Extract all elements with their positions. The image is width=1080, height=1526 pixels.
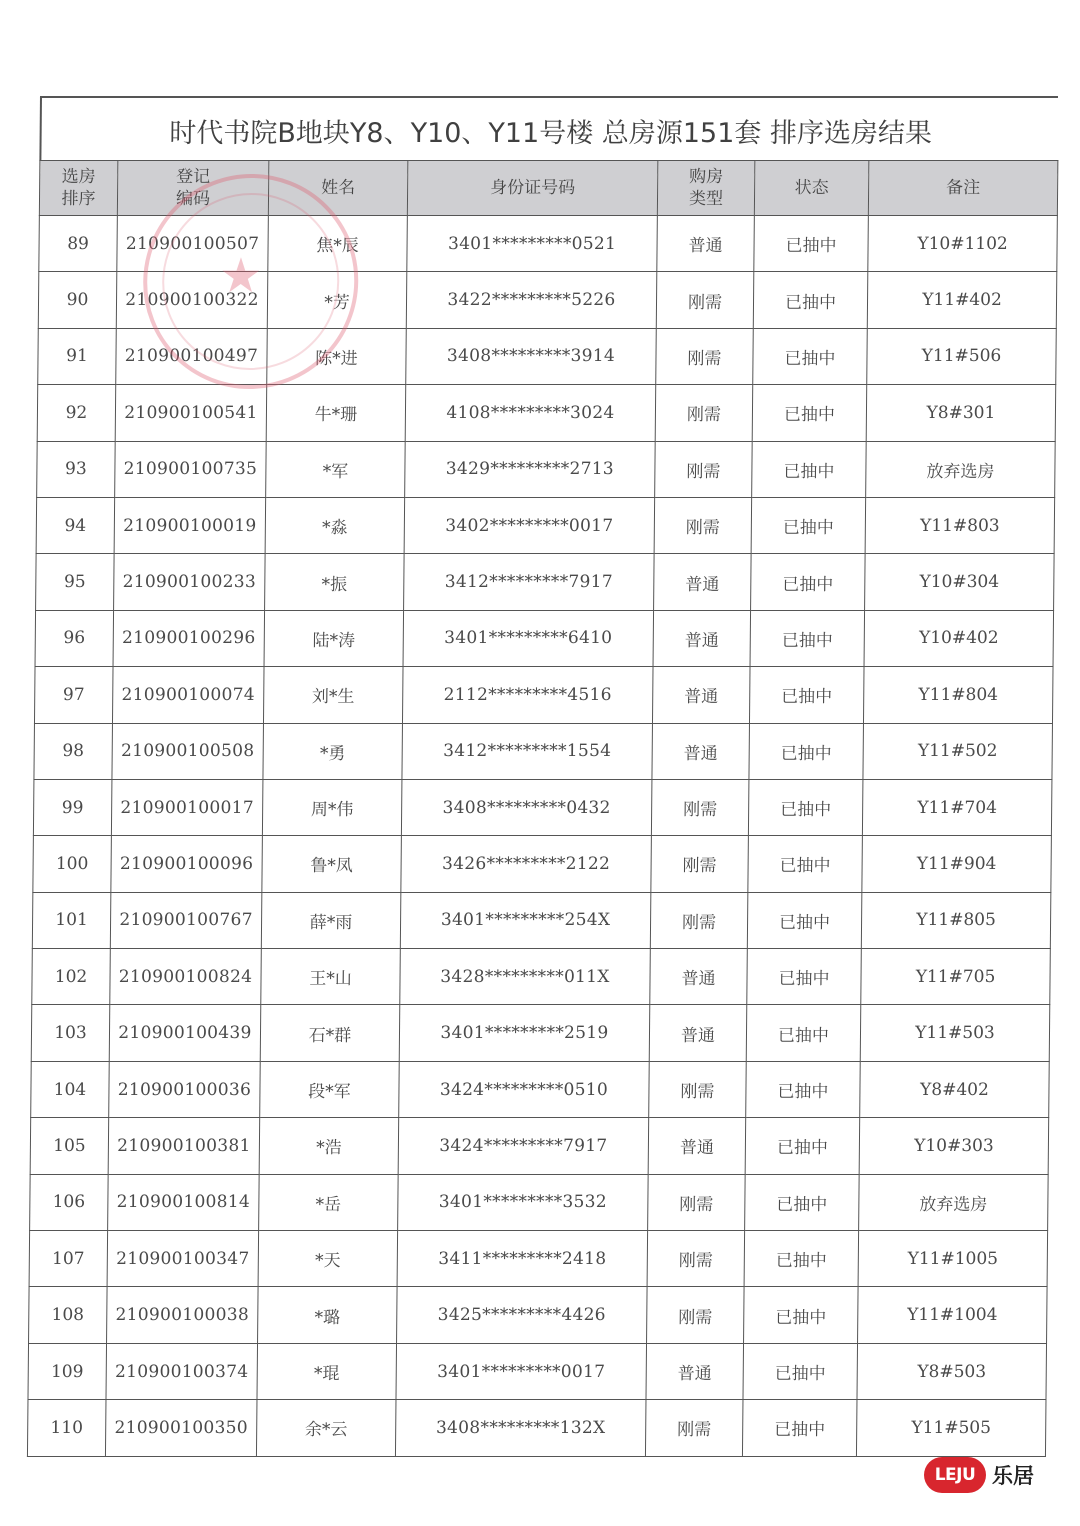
purchase-type-cell: 普通: [657, 216, 755, 272]
name-cell: 刘*生: [263, 667, 403, 723]
note-cell: Y8#402: [860, 1061, 1050, 1117]
reg-code-cell: 210900100019: [114, 497, 266, 553]
reg-code-cell: 210900100233: [114, 554, 266, 610]
rank-cell: 90: [38, 272, 117, 328]
status-cell: 已抽中: [746, 1005, 861, 1061]
note-cell: Y11#402: [867, 272, 1057, 328]
table-row: [39, 216, 1058, 272]
note-cell: Y11#505: [856, 1400, 1046, 1456]
purchase-type-cell: 刚需: [649, 1061, 747, 1117]
id-number-cell: 3408*********0432: [401, 779, 652, 835]
purchase-type-cell: 普通: [652, 667, 750, 723]
table-row: [32, 949, 1051, 1005]
reg-code-cell: 210900100322: [116, 272, 268, 328]
rank-cell: 100: [33, 836, 112, 892]
reg-code-cell: 210900100508: [112, 723, 264, 779]
table-row: [34, 667, 1053, 723]
rank-cell: 91: [38, 328, 117, 384]
purchase-type-cell: 刚需: [651, 836, 749, 892]
purchase-type-cell: 刚需: [655, 441, 753, 497]
id-number-cell: 3401*********2519: [399, 1005, 650, 1061]
table-row: [30, 1118, 1049, 1174]
id-number-cell: 3408*********132X: [395, 1400, 646, 1456]
header-purchase-type: 购房 类型: [657, 161, 755, 216]
table-row: [32, 892, 1051, 948]
name-cell: 石*群: [260, 1005, 400, 1061]
table-row: [36, 554, 1055, 610]
reg-code-cell: 210900100497: [116, 328, 268, 384]
rank-cell: 109: [28, 1343, 107, 1399]
note-cell: Y11#805: [861, 892, 1051, 948]
status-cell: 已抽中: [753, 272, 868, 328]
table-row: [35, 610, 1054, 666]
name-cell: 王*山: [261, 949, 401, 1005]
name-cell: *琨: [257, 1343, 397, 1399]
name-cell: 陈*进: [267, 328, 407, 384]
purchase-type-cell: 刚需: [645, 1400, 743, 1456]
name-cell: 焦*辰: [268, 216, 408, 272]
rank-cell: 92: [37, 385, 116, 441]
note-cell: Y11#1004: [858, 1287, 1048, 1343]
id-number-cell: 3426*********2122: [401, 836, 652, 892]
rank-cell: 96: [35, 610, 114, 666]
reg-code-cell: 210900100439: [109, 1005, 261, 1061]
id-number-cell: 3424*********0510: [399, 1061, 650, 1117]
id-number-cell: 3401*********6410: [403, 610, 654, 666]
header-status: 状态: [754, 161, 869, 216]
leju-logo: [924, 1457, 1042, 1497]
id-number-cell: 3408*********3914: [406, 328, 657, 384]
rank-cell: 99: [33, 779, 112, 835]
table-row: [31, 1061, 1050, 1117]
name-cell: 鲁*凤: [262, 836, 402, 892]
status-cell: 已抽中: [751, 554, 866, 610]
reg-code-cell: 210900100296: [113, 610, 265, 666]
reg-code-cell: 210900100814: [108, 1174, 260, 1230]
reg-code-cell: 210900100541: [115, 385, 267, 441]
note-cell: Y10#304: [865, 554, 1055, 610]
name-cell: 陆*涛: [264, 610, 404, 666]
table-row: [30, 1174, 1049, 1230]
name-cell: 周*伟: [262, 779, 402, 835]
status-cell: 已抽中: [753, 328, 868, 384]
note-cell: Y11#705: [861, 949, 1051, 1005]
reg-code-cell: 210900100735: [115, 441, 267, 497]
table-row: [28, 1343, 1047, 1399]
rank-cell: 98: [34, 723, 113, 779]
note-cell: Y11#803: [865, 497, 1055, 553]
rank-cell: 110: [27, 1400, 106, 1456]
purchase-type-cell: 普通: [653, 610, 751, 666]
header-name: 姓名: [268, 161, 408, 216]
purchase-type-cell: 普通: [654, 554, 752, 610]
note-cell: Y11#904: [862, 836, 1052, 892]
rank-cell: 103: [31, 1005, 110, 1061]
id-number-cell: 3429*********2713: [405, 441, 656, 497]
note-cell: Y8#503: [857, 1343, 1047, 1399]
status-cell: 已抽中: [746, 1061, 861, 1117]
name-cell: *芳: [267, 272, 407, 328]
name-cell: *勇: [263, 723, 403, 779]
table-row: [37, 441, 1056, 497]
status-cell: 已抽中: [745, 1174, 860, 1230]
table-row: [34, 723, 1053, 779]
name-cell: *浩: [259, 1118, 399, 1174]
table-row: [27, 1400, 1046, 1456]
leju-logo-text: 乐居: [992, 1464, 1034, 1488]
header-note: 备注: [868, 161, 1058, 216]
page-title: 时代书院B地块Y8、Y10、Y11号楼 总房源151套 排序选房结果: [169, 118, 933, 149]
table-row: [31, 1005, 1050, 1061]
status-cell: 已抽中: [748, 779, 863, 835]
table-row: [38, 328, 1057, 384]
table-row: [38, 272, 1057, 328]
status-cell: 已抽中: [752, 385, 867, 441]
reg-code-cell: 210900100350: [105, 1400, 257, 1456]
reg-code-cell: 210900100347: [107, 1231, 259, 1287]
purchase-type-cell: 刚需: [648, 1174, 746, 1230]
id-number-cell: 3401*********0521: [407, 216, 658, 272]
name-cell: *军: [266, 441, 406, 497]
rank-cell: 105: [30, 1118, 109, 1174]
reg-code-cell: 210900100507: [117, 216, 269, 272]
name-cell: 薛*雨: [261, 892, 401, 948]
reg-code-cell: 210900100074: [112, 667, 264, 723]
name-cell: *振: [265, 554, 405, 610]
purchase-type-cell: 刚需: [655, 385, 753, 441]
name-cell: *岳: [259, 1174, 399, 1230]
name-cell: 段*军: [260, 1061, 400, 1117]
purchase-type-cell: 普通: [652, 723, 750, 779]
status-cell: 已抽中: [750, 610, 865, 666]
header-rank: 选房 排序: [39, 161, 118, 216]
reg-code-cell: 210900100767: [110, 892, 262, 948]
id-number-cell: 3411*********2418: [397, 1231, 648, 1287]
reg-code-cell: 210900100038: [107, 1287, 259, 1343]
note-cell: Y11#503: [860, 1005, 1050, 1061]
rank-cell: 95: [36, 554, 115, 610]
status-cell: 已抽中: [748, 836, 863, 892]
note-cell: Y8#301: [866, 385, 1056, 441]
table-row: [29, 1231, 1048, 1287]
rank-cell: 94: [36, 497, 115, 553]
id-number-cell: 3402*********0017: [404, 497, 655, 553]
purchase-type-cell: 刚需: [647, 1287, 745, 1343]
status-cell: 已抽中: [744, 1231, 859, 1287]
purchase-type-cell: 刚需: [647, 1231, 745, 1287]
table-body: [27, 216, 1057, 1457]
rank-cell: 93: [37, 441, 116, 497]
note-cell: Y11#704: [862, 779, 1052, 835]
reg-code-cell: 210900100381: [108, 1118, 260, 1174]
purchase-type-cell: 刚需: [650, 892, 748, 948]
id-number-cell: 3401*********0017: [396, 1343, 647, 1399]
id-number-cell: 3401*********3532: [398, 1174, 649, 1230]
header-reg-code: 登记 编码: [117, 161, 269, 216]
name-cell: 牛*珊: [266, 385, 406, 441]
note-cell: Y10#1102: [868, 216, 1058, 272]
id-number-cell: 3428*********011X: [400, 949, 651, 1005]
reg-code-cell: 210900100824: [110, 949, 262, 1005]
name-cell: *天: [258, 1231, 398, 1287]
purchase-type-cell: 刚需: [651, 779, 749, 835]
purchase-type-cell: 普通: [649, 1005, 747, 1061]
result-sheet: [27, 96, 1058, 1441]
note-cell: 放弃选房: [866, 441, 1056, 497]
id-number-cell: 2112*********4516: [402, 667, 653, 723]
status-cell: 已抽中: [743, 1343, 858, 1399]
purchase-type-cell: 普通: [646, 1343, 744, 1399]
id-number-cell: 3401*********254X: [400, 892, 651, 948]
header-id-number: 身份证号码: [407, 161, 658, 216]
status-cell: 已抽中: [749, 667, 864, 723]
purchase-type-cell: 刚需: [656, 328, 754, 384]
status-cell: 已抽中: [752, 441, 867, 497]
status-cell: 已抽中: [749, 723, 864, 779]
reg-code-cell: 210900100096: [111, 836, 263, 892]
purchase-type-cell: 普通: [648, 1118, 746, 1174]
leju-logo-mark: LEJU: [924, 1457, 986, 1493]
status-cell: 已抽中: [747, 892, 862, 948]
status-cell: 已抽中: [751, 497, 866, 553]
id-number-cell: 3424*********7917: [398, 1118, 649, 1174]
reg-code-cell: 210900100036: [109, 1061, 261, 1117]
results-table: [27, 160, 1058, 1457]
status-cell: 已抽中: [754, 216, 869, 272]
name-cell: *淼: [265, 497, 405, 553]
note-cell: Y11#506: [867, 328, 1057, 384]
status-cell: 已抽中: [747, 949, 862, 1005]
rank-cell: 89: [39, 216, 118, 272]
rank-cell: 97: [34, 667, 113, 723]
rank-cell: 102: [32, 949, 111, 1005]
status-cell: 已抽中: [745, 1118, 860, 1174]
id-number-cell: 3425*********4426: [397, 1287, 648, 1343]
purchase-type-cell: 普通: [650, 949, 748, 1005]
note-cell: Y10#303: [859, 1118, 1049, 1174]
name-cell: 余*云: [256, 1400, 396, 1456]
status-cell: 已抽中: [742, 1400, 857, 1456]
purchase-type-cell: 刚需: [656, 272, 754, 328]
id-number-cell: 3412*********7917: [404, 554, 655, 610]
title-box: [39, 96, 1058, 160]
note-cell: Y11#804: [863, 667, 1053, 723]
rank-cell: 104: [31, 1061, 110, 1117]
id-number-cell: 3412*********1554: [402, 723, 653, 779]
id-number-cell: 3422*********5226: [406, 272, 657, 328]
id-number-cell: 4108*********3024: [405, 385, 656, 441]
purchase-type-cell: 刚需: [654, 497, 752, 553]
table-row: [29, 1287, 1048, 1343]
rank-cell: 107: [29, 1231, 108, 1287]
table-row: [33, 779, 1052, 835]
table-row: [37, 385, 1056, 441]
note-cell: Y11#1005: [858, 1231, 1048, 1287]
table-header-row: [39, 161, 1058, 216]
rank-cell: 106: [30, 1174, 109, 1230]
name-cell: *璐: [258, 1287, 398, 1343]
reg-code-cell: 210900100017: [111, 779, 263, 835]
rank-cell: 108: [29, 1287, 108, 1343]
table-row: [36, 497, 1055, 553]
note-cell: Y11#502: [863, 723, 1053, 779]
note-cell: Y10#402: [864, 610, 1054, 666]
reg-code-cell: 210900100374: [106, 1343, 258, 1399]
table-row: [33, 836, 1052, 892]
status-cell: 已抽中: [744, 1287, 859, 1343]
seal-star-icon: ★: [219, 248, 263, 304]
note-cell: 放弃选房: [859, 1174, 1049, 1230]
rank-cell: 101: [32, 892, 111, 948]
